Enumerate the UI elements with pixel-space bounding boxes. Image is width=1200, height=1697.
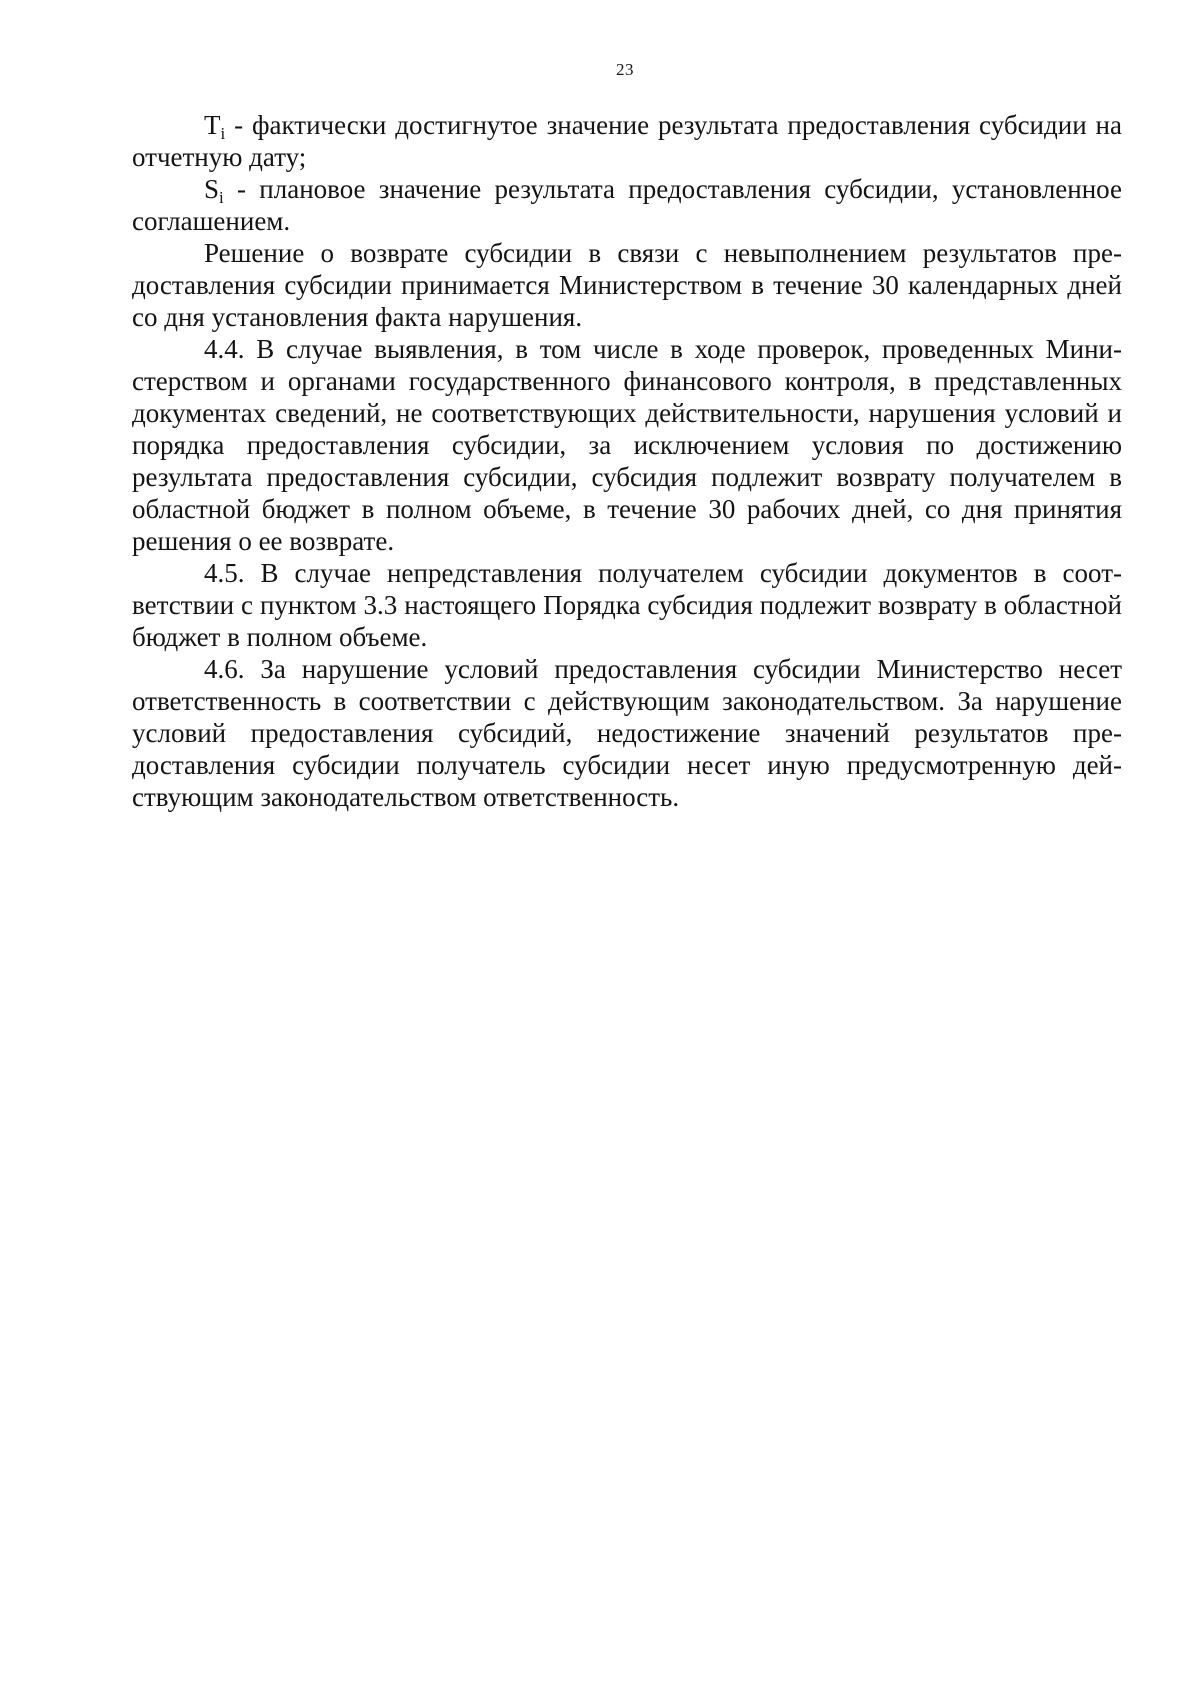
paragraph-4-6: 4.6. За нарушение условий предоставления субсидии Министерство несет ответственность в соответствии с действующим законодательством. За нарушение условий предоставления субсидий, недостижение значений результатов предоставления субсидии получатель субсидии несет иную предусмотренную действующим законодательством ответственность.	[132, 654, 1122, 812]
paragraph-ti-definition	[132, 109, 1122, 173]
page-number: 23	[616, 60, 634, 79]
variable-subscript: i	[220, 124, 226, 143]
paragraph-text: - плановое значение результата предоставления субсидии, установленное соглашением.	[132, 174, 1122, 236]
variable-symbol: S	[204, 174, 220, 204]
document-body	[132, 109, 1122, 813]
paragraph-si-definition	[132, 173, 1122, 237]
variable-symbol: T	[204, 110, 221, 140]
paragraph-text: - фактически достигнутое значение результата предоставления субсидии на отчетную дату;	[132, 110, 1122, 172]
variable-subscript: i	[219, 188, 224, 207]
paragraph-return-decision: Решение о возврате субсидии в связи с невыполнением результатов предоставления субсидии принимается Министерством в течение 30 календарных дней со дня установления факта нарушения.	[132, 238, 1122, 332]
paragraph-4-4: 4.4. В случае выявления, в том числе в ходе проверок, проведенных Министерством и органами государственного финансового контроля, в представленных документах сведений, не соответствующих действительности, нарушения условий и порядка предоставления субсидии, за исключением условия по достижению результата предоставления субсидии, субсидия подлежит возврату получателем в областной бюджет в полном объеме, в течение 30 рабочих дней, со дня принятия решения о ее возврате.	[132, 334, 1122, 556]
paragraph-4-5: 4.5. В случае непредставления получателем субсидии документов в соответствии с пунктом 3.3 настоящего Порядка субсидия подлежит возврату в областной бюджет в полном объеме.	[132, 558, 1122, 652]
